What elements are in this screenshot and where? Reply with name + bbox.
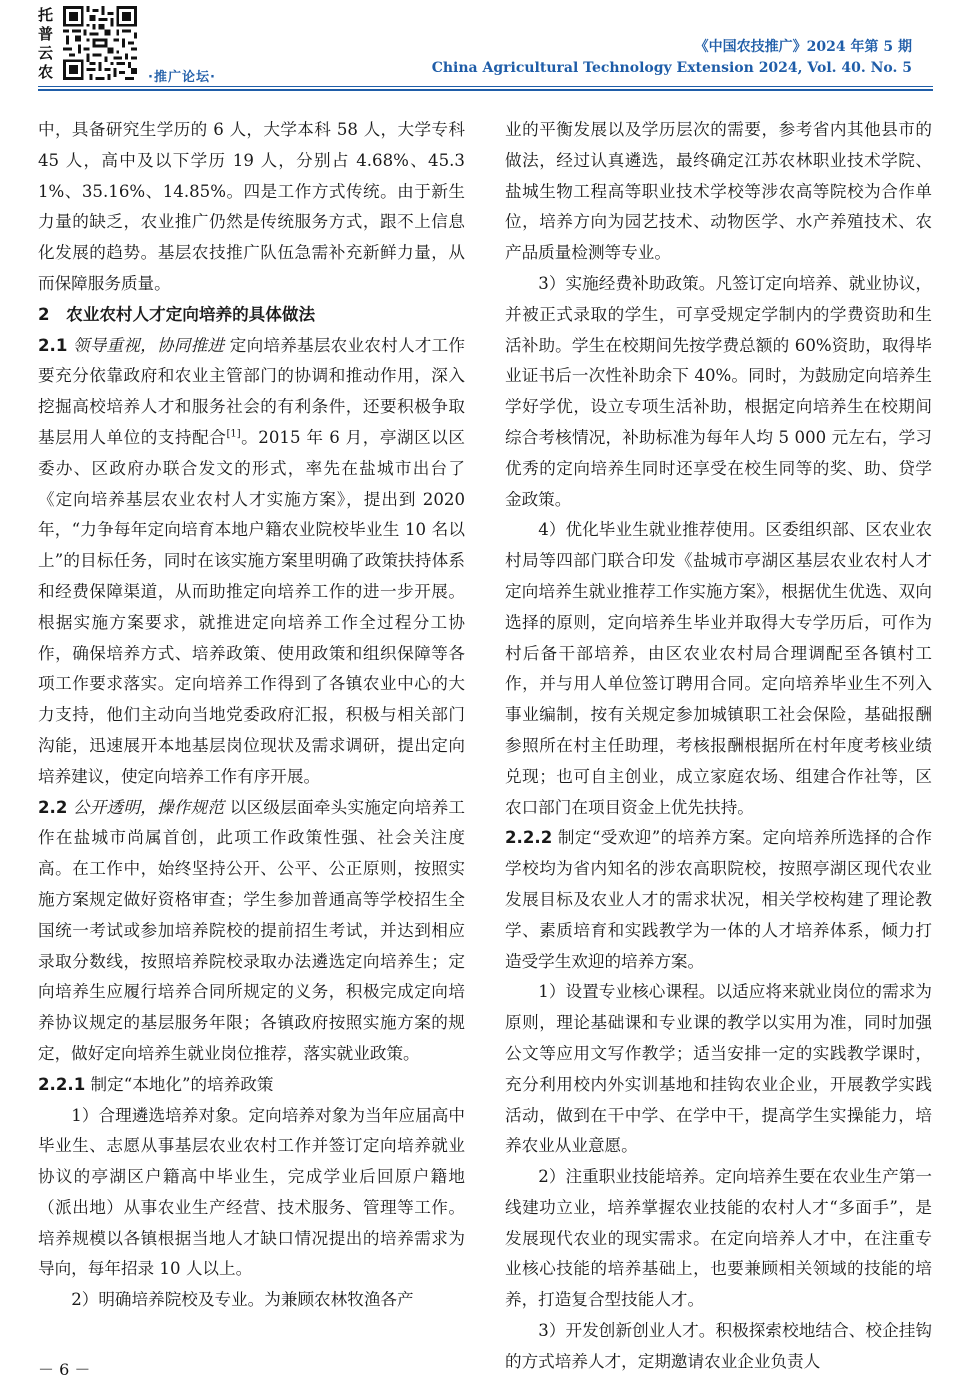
header-rule-thick	[38, 89, 933, 91]
subsection-body: 。2015 年 6 月，亭湖区以区委办、区政府办联合发文的形式，率先在盐城市出台了《定向培养基层农业农村人才实施方案》，提出到 2020 年，“力争每年定向培育本地户籍农业院校毕业生 10 名以上”的目标任务，同时在该实施方案里明确了政策扶持体系和经费保障渠道，从而助推定向培养工作的进一步开展。根据实施方案要求，就推进定向培养工作全过程分工协作，确保培养方式、培养政策、使用政策和组织保障等各项工作要求落实。定向培养工作得到了各镇农业中心的大力支持，他们主动向当地党委政府汇报，积极与相关部门沟能，迅速展开本地基层岗位现状及需求调研，提出定向培养建议，使定向培养工作有序开展。	[38, 427, 465, 786]
logo-char: 云	[38, 44, 54, 62]
list-item: 1）设置专业核心课程。以适应将来就业岗位的需求为原则，理论基础课和专业课的教学以实用为准，同时加强公文等应用文写作教学；适当安排一定的实践教学课时，充分利用校内外实训基地和挂钩农业企业，开展教学实践活动，做到在干中学、在学中干，提高学生实操能力，培养农业从业意愿。	[505, 982, 932, 1156]
citation-ref: [1]	[226, 428, 241, 440]
qr-code-icon	[63, 6, 137, 80]
list-item: 2）明确培养院校及专业。为兼顾农林牧渔各产	[71, 1290, 414, 1310]
paragraph: 业的平衡发展以及学历层次的需要，参考省内其他县市的做法，经过认真遴选，最终确定江苏农林职业技术学院、盐城生物工程高等职业技术学校等涉农高等院校为合作单位，培养方向为园艺技术、动物医学、水产养殖技术、农产品质量检测等专业。	[505, 120, 932, 263]
subsection-body: 定向培养基层农业农村人才工作要充分依靠政府和农业主管部门的协调和推动作用，深入挖掘高校培养人才和服务社会的有利条件，还要积极争取基层用人单位的支持配合	[38, 335, 465, 447]
section-heading: 2 农业农村人才定向培养的具体做法	[38, 304, 316, 324]
journal-title-cn: 《中国农技推广》2024 年第 5 期	[694, 39, 912, 55]
subsection-number: 2.2.1	[38, 1074, 86, 1094]
list-item: 3）实施经费补助政策。凡签订定向培养、就业协议，并被正式录取的学生，可享受规定学制内的学费资助和生活补助。学生在校期间先按学费总额的 60%资助，取得毕业证书后一次性补助余下 40%。同时，为鼓励定向培养生学好学优，设立专项生活补助，根据定向培养生在校期间综合考核情况，补助标准为每年人均 5 000 元左右，学习优秀的定向培养生同时还享受在校生同等的奖、助、贷学金政策。	[505, 273, 932, 509]
subsection-2-2-2	[505, 823, 932, 977]
list-item: 1）合理遴选培养对象。定向培养对象为当年应届高中毕业生、志愿从事基层农业农村工作并签订定向培养就业协议的亭湖区户籍高中毕业生，完成学业后回原户籍地（派出地）从事农业生产经营、技术服务、管理等工作。培养规模以各镇根据当地人才缺口情况提出的培养需求为导向，每年招录 10 人以上。	[38, 1105, 465, 1279]
page-number: － 6 －	[38, 1360, 91, 1379]
subsection-title: 制定“本地化”的培养政策	[90, 1074, 274, 1094]
list-item: 4）优化毕业生就业推荐使用。区委组织部、区农业农村局等四部门联合印发《盐城市亭湖区基层农业农村人才定向培养生就业推荐工作实施方案》，根据优生优选、双向选择的原则，定向培养生毕业并取得大专学历后，可作为村后备干部培养，由区农业农村局合理调配至各镇村工作，并与用人单位签订聘用合同。定向培养毕业生不列入事业编制，按有关规定参加城镇职工社会保险，基础报酬参照所在村主任助理，考核报酬根据所在村年度考核业绩兑现；也可自主创业，成立家庭农场、组建合作社等，区农口部门在项目资金上优先扶持。	[505, 520, 932, 817]
page-header	[0, 0, 970, 95]
subsection-body: 定向培养所选择的合作学校均为省内知名的涉农高职院校，按照亭湖区现代农业发展目标及农业人才的需求状况，相关学校构建了理论教学、素质培育和实践教学为一体的人才培养体系，倾力打造受学生欢迎的培养方案。	[505, 828, 933, 971]
subsection-number: 2.2	[38, 797, 68, 817]
header-rule	[38, 86, 933, 87]
subsection-2-2-1-heading	[38, 1070, 465, 1101]
logo-char: 普	[38, 25, 54, 43]
list-item: 2）注重职业技能培养。定向培养生要在农业生产第一线建功立业，培养掌握农业技能的农村人才“多面手”，是发展现代农业的现实需求。在定向培养人才中，在注重专业核心技能的培养基础上，也要兼顾相关领域的技能的培养，打造复合型技能人才。	[505, 1167, 932, 1310]
subsection-number: 2.2.2	[505, 828, 553, 848]
subsection-title: 公开透明，操作规范	[72, 797, 225, 817]
subsection-title: 领导重视，协同推进	[72, 335, 225, 355]
subsection-number: 2.1	[38, 335, 68, 355]
left-column	[38, 115, 465, 1316]
publisher-logo	[38, 6, 58, 82]
right-column	[505, 115, 932, 1378]
subsection-2-1	[38, 331, 465, 793]
subsection-title: 制定“受欢迎”的培养方案。	[557, 828, 763, 848]
list-item: 3）开发创新创业人才。积极探索校地结合、校企挂钩的方式培养人才，定期邀请农业企业负责人	[505, 1321, 932, 1371]
logo-char: 农	[38, 63, 54, 81]
journal-title-en: China Agricultural Technology Extension 2024, Vol. 40. No. 5	[431, 60, 912, 76]
paragraph: 中，具备研究生学历的 6 人，大学本科 58 人，大学专科 45 人，高中及以下学历 19 人，分别占 4.68%、45.31%、35.16%、14.85%。四是工作方式传统。由于新生力量的缺乏，农业推广仍然是传统服务方式，跟不上信息化发展的趋势。基层农技推广队伍急需补充新鲜力量，从而保障服务质量。	[38, 120, 465, 293]
section-tag: ·推广论坛·	[148, 70, 216, 85]
subsection-2-2	[38, 793, 465, 1070]
subsection-body: 以区级层面牵头实施定向培养工作在盐城市尚属首创，此项工作政策性强、社会关注度高。在工作中，始终坚持公开、公平、公正原则，按照实施方案规定做好资格审查；学生参加普通高等学校招生全国统一考试或参加培养院校的提前招生考试，并达到相应录取分数线，按照培养院校录取办法遴选定向培养生；定向培养生应履行培养合同所规定的义务，积极完成定向培养协议规定的基层服务年限；各镇政府按照实施方案的规定，做好定向培养生就业岗位推荐，落实就业政策。	[38, 797, 465, 1063]
logo-char: 托	[38, 6, 54, 24]
